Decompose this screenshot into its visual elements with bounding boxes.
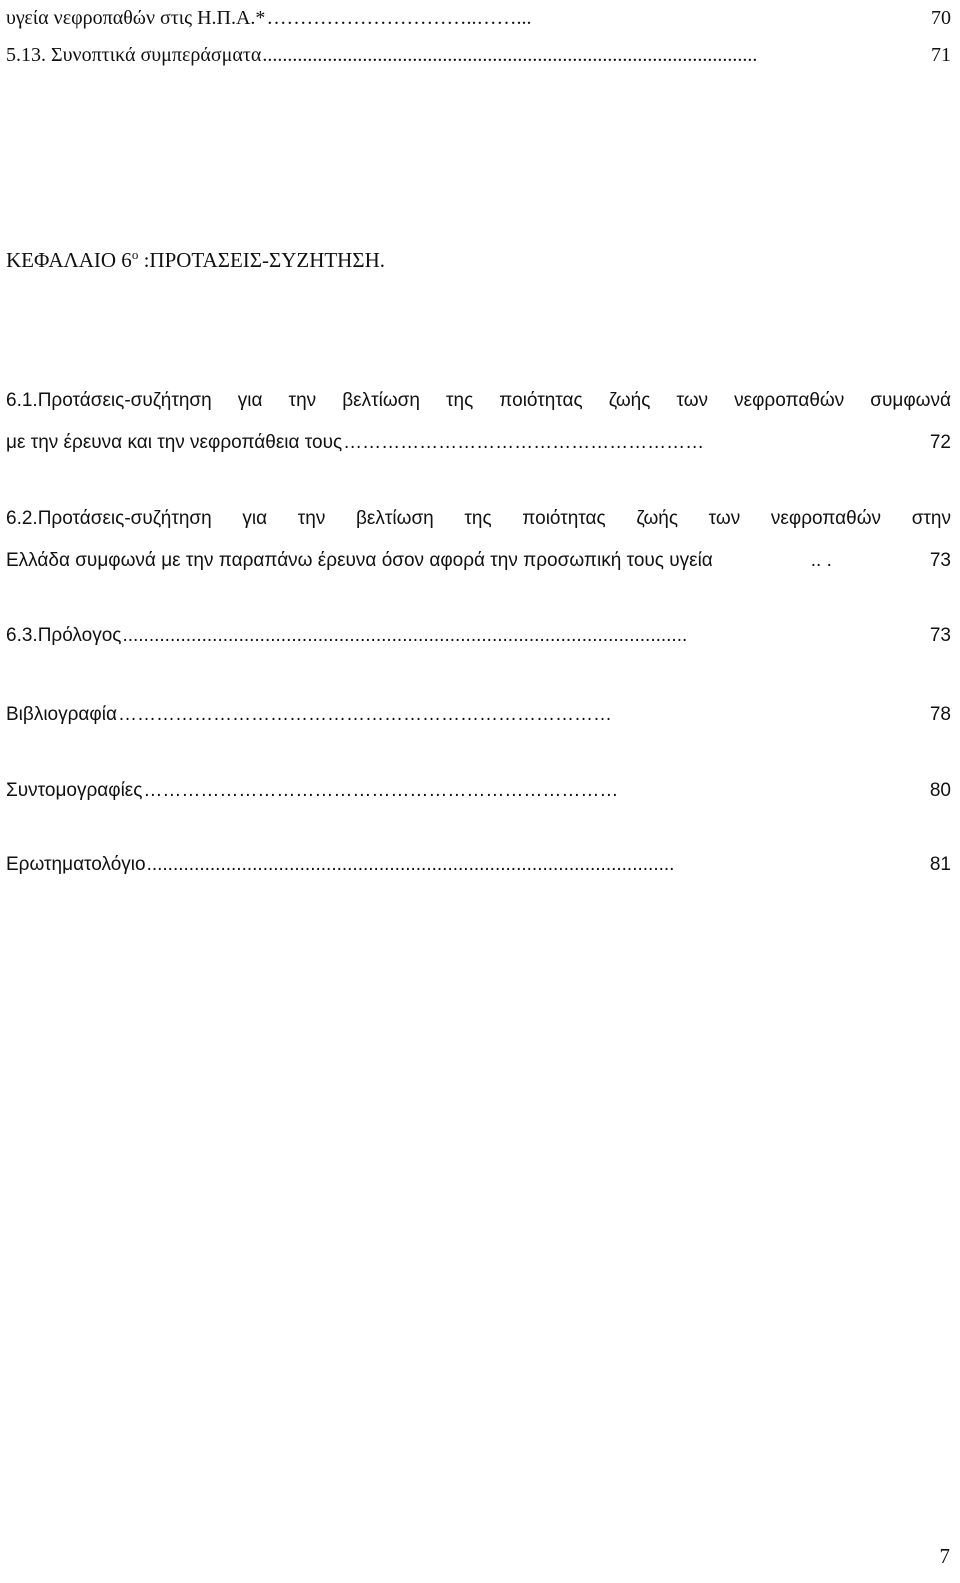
toc-entry-5-12-continued[interactable] xyxy=(6,6,951,30)
toc-entry-text: με την έρευνα και την νεφροπάθεια τους xyxy=(6,432,343,453)
chapter-heading-prefix: ΚΕΦΑΛΑΙΟ 6 xyxy=(6,248,132,272)
toc-leader-dots: ................................................................................................... xyxy=(262,44,758,66)
toc-page-number: 73 xyxy=(929,625,951,646)
toc-leader-dots: …………………………..……... xyxy=(266,7,532,29)
toc-entry-text: 6.1.Προτάσεις-συζήτηση για την βελτίωση της ποιότητας ζωής των νεφροπαθών συμφωνά xyxy=(6,390,951,411)
toc-leader-dots: ………………………………………………………………… xyxy=(143,780,619,801)
toc-leader-dots: .. . xyxy=(810,550,832,571)
toc-entry-bibliography[interactable] xyxy=(6,703,951,727)
toc-entry-5-13[interactable] xyxy=(6,43,951,67)
toc-leader-dots: .................................................................................................... xyxy=(146,854,675,875)
page-number: 7 xyxy=(939,1544,950,1568)
toc-entry-text: Συντομογραφίες xyxy=(6,780,143,801)
chapter-heading-superscript: ο xyxy=(131,247,139,262)
toc-entry-6-1-line-1[interactable] xyxy=(6,389,951,413)
toc-leader-dots: ........................................................................................................... xyxy=(122,625,688,646)
toc-entry-6-2-line-2[interactable] xyxy=(6,549,951,573)
toc-entry-text: 6.2.Προτάσεις-συζήτηση για την βελτίωση της ποιότητας ζωής των νεφροπαθών στην xyxy=(6,508,951,529)
toc-entry-text: 5.13. Συνοπτικά συμπεράσματα xyxy=(6,44,262,66)
toc-entry-text: Βιβλιογραφία xyxy=(6,704,117,725)
toc-entry-text: Ερωτηματολόγιο xyxy=(6,854,146,875)
toc-entry-text: υγεία νεφροπαθών στις Η.Π.Α.* xyxy=(6,7,266,29)
toc-entry-text: Ελλάδα συμφωνά με την παραπάνω έρευνα όσον αφορά την προσωπική τους υγεία xyxy=(6,550,713,571)
toc-page-number: 72 xyxy=(929,432,951,453)
toc-page-number: 81 xyxy=(929,854,951,875)
toc-entry-questionnaire[interactable] xyxy=(6,853,951,877)
toc-page-number: 78 xyxy=(929,704,951,725)
toc-entry-abbreviations[interactable] xyxy=(6,779,951,803)
toc-page-number: 73 xyxy=(929,550,951,571)
toc-entry-6-2-line-1[interactable] xyxy=(6,507,951,531)
toc-page-number: 80 xyxy=(929,780,951,801)
toc-leader-dots: ………………………………………………… xyxy=(343,432,705,453)
toc-entry-6-1-line-2[interactable] xyxy=(6,431,951,455)
toc-entry-6-3[interactable] xyxy=(6,624,951,648)
chapter-heading-suffix: :ΠΡΟΤΑΣΕΙΣ-ΣΥΖΗΤΗΣΗ. xyxy=(138,248,385,272)
toc-entry-text: 6.3.Πρόλογος xyxy=(6,625,122,646)
toc-page-number: 71 xyxy=(931,44,951,66)
chapter-6-heading xyxy=(6,247,385,273)
toc-page-number: 70 xyxy=(931,7,951,29)
toc-leader-dots: …………………………………………………………………… xyxy=(117,704,612,725)
